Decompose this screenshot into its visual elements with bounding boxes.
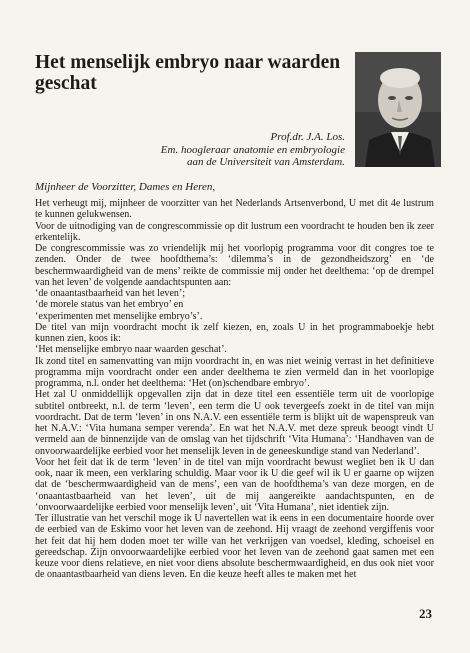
paragraph: De titel van mijn voordracht mocht ik zelf kiezen, en, zoals U in het programmaboekje hebt kunnen zien, koos ik: bbox=[35, 321, 434, 344]
author-affiliation-line-1: Em. hoogleraar anatomie en embryologie bbox=[160, 143, 345, 156]
paragraph: Voor de uitnodiging van de congrescommissie op dit lustrum een voordracht te houden ben ik zeer erkentelijk. bbox=[35, 220, 434, 243]
salutation: Mijnheer de Voorzitter, Dames en Heren, bbox=[35, 181, 216, 193]
author-block bbox=[120, 131, 345, 169]
paragraph: Ik zond titel en samenvatting van mijn voordracht in, en was niet weinig verrast in het definitieve programma mijn voordracht onder een ander deelthema te zien vermeld dan in het voorlopige programma, n.l. onder het deelthema: ‘Het (on)schendbare embryo’. bbox=[35, 355, 434, 389]
article-title: Het menselijk embryo naar waarden geschat bbox=[35, 52, 341, 94]
quote-line: ‘experimenten met menselijke embryo’s’. bbox=[35, 310, 203, 322]
quote-line: ‘de morele status van het embryo’ en bbox=[35, 299, 184, 311]
quote-line: ‘de onaantastbaarheid van het leven’; bbox=[35, 288, 186, 299]
author-name: Prof.dr. J.A. Los. bbox=[270, 131, 345, 143]
paragraph: De congrescommissie was zo vriendelijk mij het voorlopig programma voor dit congres toe te zenden. Onder de twee hoofdthema’s: ‘dilemma’s in de gezondheidszorg’ en ‘de beschermwaardigheid van de mens’ reikte de commissie mij onder het deelthema: ‘op de drempel van het leven’ de volgende aandachtspunten aan: bbox=[35, 243, 434, 288]
paragraph: Het verheugt mij, mijnheer de voorzitter van het Nederlands Artsenverbond, U met dit 4e lustrum te kunnen gelukwensen. bbox=[35, 198, 434, 221]
page-number: 23 bbox=[419, 606, 432, 621]
paragraph: Het zal U onmiddellijk opgevallen zijn dat in deze titel een essentiële term uit de voorlopige subtitel ontbreekt, n.l. de term ‘leven’, een term die U ook tevergeefs zoekt in de titel van mijn voordracht. Dat de term ‘leven’ in ons N.A.V. een essentiële term is blijkt uit de wapenspreuk van het N.A.V.: ‘Vita humana semper verenda’. En wat het N.A.V. met deze spreuk beoogt vindt U vermeld aan de binnenzijde van de omslag van het tijdschrift ‘Vita Humana’: ‘Handhaven van de onvoorwaardelijke eerbied voor het menselijk leven in de geneeskundige stand van Nederland’. bbox=[35, 389, 434, 457]
author-photo bbox=[355, 52, 441, 167]
author-affiliation-line-2: aan de Universiteit van Amsterdam. bbox=[187, 156, 345, 169]
paragraph: Voor het feit dat ik de term ‘leven’ in de titel van mijn voordracht bewust wegliet ben ik U dan ook, naar ik meen, een verklaring schuldig. Maar voor ik U die geef wil ik U er gaarne op wijzen dat de ‘beschermwaardigheid van de mens’, een van de hoofdthema’s van deze morgen, en de ‘onaantastbaarheid van het leven’, uit de mij aangereikte aandachtspunten, en de ‘onvoorwaardelijke eerbied voor menselijk leven’, uit ‘Vita Humana’, niet identiek zijn. bbox=[35, 456, 434, 513]
article-body bbox=[35, 198, 434, 581]
paragraph: Ter illustratie van het verschil moge ik U navertellen wat ik eens in een documentaire hoorde over de eerbied van de Eskimo voor het leven van de zeehond. Hij vraagt de zeehond vergiffenis voor het feit dat hij hem doden moet ter wille van het verkrijgen van voedsel, kleding, schoeisel en gereedschap. Zijn onvoorwaardelijke eerbied voor het leven van de zeehond gaat samen met een keuze voor diens relatieve, en niet voor diens absolute beschermwaardigheid, en dus ook niet voor de onaantastbaarheid van diens leven. En die keuze heeft alles te maken met het bbox=[35, 513, 434, 581]
quote-line: ‘Het menselijke embryo naar waarden geschat’. bbox=[35, 344, 227, 356]
